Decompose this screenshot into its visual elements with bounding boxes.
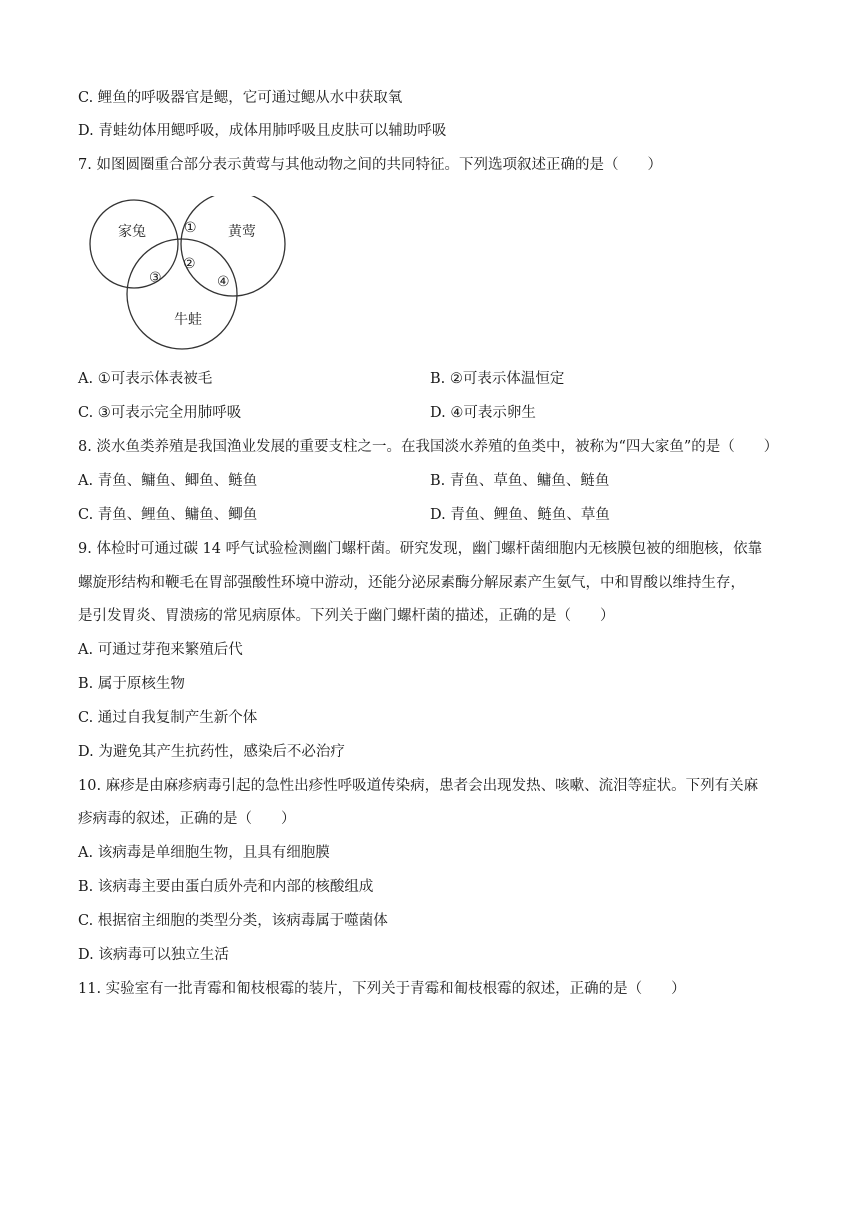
region-marker-4: ④ bbox=[217, 274, 230, 290]
q7-option-c: C. ③可表示完全用肺呼吸 bbox=[78, 405, 242, 421]
q10-option-d: D. 该病毒可以独立生活 bbox=[78, 947, 229, 963]
q9-option-b: B. 属于原核生物 bbox=[78, 676, 185, 692]
q9-option-a: A. 可通过芽孢来繁殖后代 bbox=[78, 642, 243, 658]
circle-rabbit bbox=[90, 200, 178, 288]
q7-option-d: D. ④可表示卵生 bbox=[430, 405, 536, 421]
q10-option-b: B. 该病毒主要由蛋白质外壳和内部的核酸组成 bbox=[78, 879, 374, 895]
q8-stem: 8. 淡水鱼类养殖是我国渔业发展的重要支柱之一。在我国淡水养殖的鱼类中，被称为“四大家鱼”的是（ ） bbox=[78, 439, 779, 455]
q10-option-c: C. 根据宿主细胞的类型分类，该病毒属于噬菌体 bbox=[78, 913, 388, 929]
q10-stem-line-1: 10. 麻疹是由麻疹病毒引起的急性出疹性呼吸道传染病，患者会出现发热、咳嗽、流泪等症状。下列有关麻 bbox=[78, 778, 759, 794]
label-oriole: 黄莺 bbox=[228, 224, 256, 240]
region-marker-1: ① bbox=[184, 220, 197, 236]
q8-option-a: A. 青鱼、鳙鱼、鲫鱼、鲢鱼 bbox=[78, 473, 258, 489]
q7-option-b: B. ②可表示体温恒定 bbox=[430, 371, 565, 387]
q9-option-c: C. 通过自我复制产生新个体 bbox=[78, 710, 258, 726]
q9-stem-line-3: 是引发胃炎、胃溃疡的常见病原体。下列关于幽门螺杆菌的描述，正确的是（ ） bbox=[78, 608, 615, 624]
q7-stem: 7. 如图圆圈重合部分表示黄莺与其他动物之间的共同特征。下列选项叙述正确的是（ ） bbox=[78, 157, 662, 173]
q8-option-c: C. 青鱼、鲤鱼、鳙鱼、鲫鱼 bbox=[78, 507, 258, 523]
q6-option-c: C. 鲤鱼的呼吸器官是鳃，它可通过鳃从水中获取氧 bbox=[78, 90, 403, 106]
circle-oriole bbox=[181, 196, 285, 296]
q9-stem-line-2: 螺旋形结构和鞭毛在胃部强酸性环境中游动，还能分泌尿素酶分解尿素产生氨气，中和胃酸以维持生存， bbox=[78, 575, 745, 591]
q7-option-a: A. ①可表示体表被毛 bbox=[78, 371, 213, 387]
q10-option-a: A. 该病毒是单细胞生物，且具有细胞膜 bbox=[78, 845, 330, 861]
region-marker-2: ② bbox=[183, 256, 196, 272]
label-rabbit: 家兔 bbox=[118, 224, 146, 240]
region-marker-3: ③ bbox=[149, 270, 162, 286]
q10-stem-line-2: 疹病毒的叙述，正确的是（ ） bbox=[78, 811, 296, 827]
q8-option-b: B. 青鱼、草鱼、鳙鱼、鲢鱼 bbox=[430, 473, 610, 489]
q11-stem: 11. 实验室有一批青霉和匍枝根霉的装片，下列关于青霉和匍枝根霉的叙述，正确的是（ ） bbox=[78, 981, 686, 997]
q9-stem-line-1: 9. 体检时可通过碳 14 呼气试验检测幽门螺杆菌。研究发现，幽门螺杆菌细胞内无核膜包被的细胞核，依靠 bbox=[78, 541, 763, 557]
q6-option-d: D. 青蛙幼体用鳃呼吸，成体用肺呼吸且皮肤可以辅助呼吸 bbox=[78, 123, 447, 139]
label-frog: 牛蛙 bbox=[174, 312, 202, 328]
q9-option-d: D. 为避免其产生抗药性，感染后不必治疗 bbox=[78, 744, 345, 760]
venn-diagram bbox=[86, 196, 296, 352]
q8-option-d: D. 青鱼、鲤鱼、鲢鱼、草鱼 bbox=[430, 507, 610, 523]
